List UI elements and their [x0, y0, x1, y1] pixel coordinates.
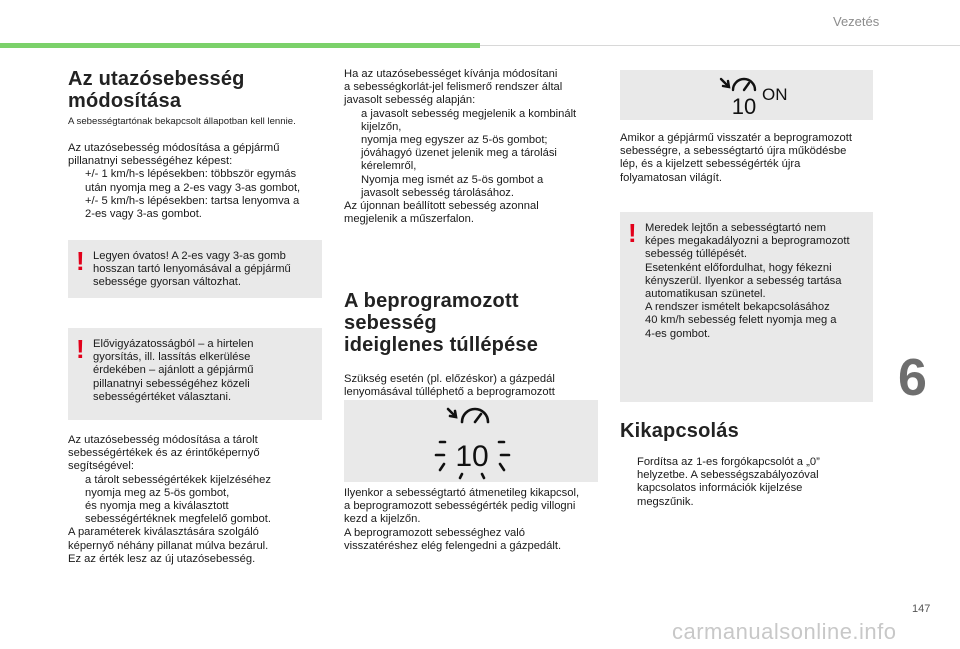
column-1 [68, 68, 323, 221]
chapter-number: 6 [898, 349, 927, 407]
column-3-section [620, 420, 882, 509]
paragraph: Ilyenkor a sebességtartó átmenetileg kikapcsol, a beprogramozott sebességérték pedig villogni kezd a kijelzőn. A beprogramozott sebességhez való visszatéréshez elég felengedni a gázpedált. [344, 487, 580, 552]
paragraph: Amikor a gépjármű visszatér a beprogramozott sebességre, a sebességtartó újra működésbe lép, és a kijelzett sebességérték újra folyamatosan világít. [620, 132, 852, 184]
column-3 [620, 132, 882, 185]
intro-paragraph: Ha az utazósebességet kívánja módosítani a sebességkorlát-jel felismerő rendszer által javasolt sebesség alapján: [344, 68, 563, 107]
column-2-bottom [344, 487, 606, 553]
warning-box [68, 240, 322, 298]
list-item: nyomja meg egyszer az 5-ös gombot; jóváhagyó üzenet jelenik meg a tárolási kérelemről, [361, 134, 557, 173]
section-subnote: A sebességtartónak bekapcsolt állapotban kell lennie. [68, 116, 296, 127]
paragraph: Az utazósebesség módosítása a tárolt sebességértékek és az érintőképernyő segítségével: [68, 434, 260, 473]
column-2-section [344, 290, 606, 413]
paragraph: Az újonnan beállított sebesség azonnal megjelenik a műszerfalon. [344, 200, 539, 226]
warning-box [620, 212, 873, 402]
section-title: A beprogramozott sebesség ideiglenes túllépése [344, 290, 539, 356]
intro-paragraph: Az utazósebesség módosítása a gépjármű pillanatnyi sebességéhez képest: [68, 142, 280, 168]
column-2 [344, 68, 606, 226]
header-divider [480, 45, 960, 46]
page-number: 147 [912, 603, 931, 615]
warning-text: Elővigyázatosságból – a hirtelen gyorsítás, ill. lassítás elkerülése érdekében – ajánlott a gépjármű pillanatnyi sebességéhez közeli sebességértéket választani. [93, 338, 254, 403]
list-item: és nyomja meg a kiválasztott sebességértéknek megfelelő gombot. [85, 500, 271, 526]
paragraph: A paraméterek kiválasztására szolgáló képernyő néhány pillanat múlva bezárul. Ez az érték lesz az új utazósebesség. [68, 526, 269, 565]
speed-value-text: 10 [455, 440, 489, 473]
speed-restored-illustration [620, 70, 873, 120]
steady-speed-display [620, 70, 873, 120]
column-1-bottom [68, 434, 323, 566]
speed-value-text: 10 [731, 94, 757, 119]
section-title: Az utazósebesség módosítása [68, 68, 245, 112]
warning-icon: ! [76, 334, 85, 364]
list-item: Fordítsa az 1-es forgókapcsolót a „0” helyzetbe. A sebességszabályozóval kapcsolatos információk kijelzése megszűnik. [637, 456, 820, 508]
list-item: +/- 5 km/h-s lépésekben: tartsa lenyomva a 2-es vagy 3-as gombot. [85, 194, 300, 221]
chapter-title: Vezetés [833, 14, 880, 29]
warning-icon: ! [628, 218, 637, 248]
warning-text: Meredek lejtőn a sebességtartó nem képes megakadályozni a beprogramozott sebesség túllépését. Esetenként előfordulhat, hogy fékezni kényszerül. Ilyenkor a sebesség tartása automatikusan szünetel. A rendszer ismételt bekapcsolásához 40 km/h sebesség felett nyomja meg a 4-es gombot. [645, 222, 850, 340]
header-accent-bar [0, 43, 480, 48]
paragraph: Szükség esetén (pl. előzéskor) a gázpedál lenyomásával túlléphető a beprogramozott [344, 373, 555, 399]
speed-exceed-illustration [344, 400, 598, 482]
on-indicator-text: ON [762, 85, 788, 104]
section-title: Kikapcsolás [620, 420, 739, 442]
warning-box [68, 328, 322, 420]
list-item: Nyomja meg ismét az 5-ös gombot a javasolt sebesség tárolásához. [361, 173, 544, 199]
warning-icon: ! [76, 246, 85, 276]
list-item: +/- 1 km/h-s lépésekben: többször egymás után nyomja meg a 2-es vagy 3-as gombot, [85, 168, 301, 194]
list-item: a javasolt sebesség megjelenik a kombinált kijelzőn, [361, 107, 577, 133]
list-item: a tárolt sebességértékek kijelzéséhez nyomja meg az 5-ös gombot, [85, 473, 271, 499]
watermark: carmanualsonline.info [672, 619, 897, 644]
warning-text: Legyen óvatos! A 2-es vagy 3-as gomb hosszan tartó lenyomásával a gépjármű sebessége gyorsan változhat. [93, 250, 291, 289]
blinking-speed-display [344, 400, 598, 482]
